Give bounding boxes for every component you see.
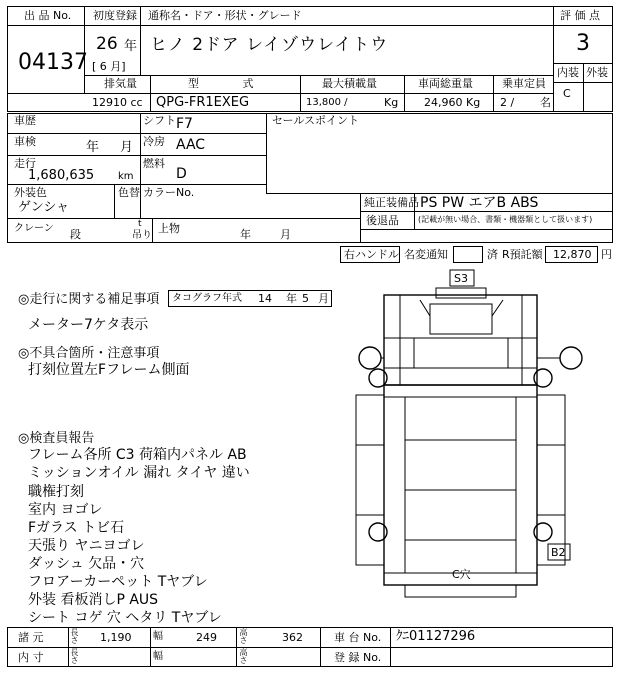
first-reg-month: [ 6 月]: [92, 60, 126, 73]
chassis-value: ｸﾆ01127296: [396, 629, 476, 644]
first-reg-year-unit: 年: [124, 39, 138, 54]
cab-roof: [436, 288, 486, 298]
deposit-label: R預託額: [502, 248, 543, 261]
after-label: 後退品: [366, 214, 399, 227]
length-label: 長さ: [70, 628, 79, 644]
crane-lift-top: t: [138, 219, 142, 229]
inspector-line: ミッションオイル 漏れ タイヤ 違い: [28, 465, 250, 481]
inspector-line: 外装 看板消しP AUS: [28, 592, 159, 608]
capacity-value: 2 /: [500, 96, 515, 109]
inspector-title: ◎検査員報告: [18, 431, 95, 446]
windshield: [430, 304, 492, 334]
exterior-label: 外装: [586, 66, 608, 79]
reg-label: 登 録 No.: [334, 651, 382, 664]
inspector-line: 室内 ヨゴレ: [28, 502, 103, 518]
grade-label: 評 価 点: [560, 9, 600, 22]
inspection-year: 年: [86, 140, 100, 155]
fuel-value: D: [176, 166, 187, 182]
model-desc-label: 通称名・ドア・形状・グレード: [148, 9, 302, 22]
color-no-label: カラーNo.: [143, 186, 195, 199]
inspector-line: 天張り ヤニヨゴレ: [28, 538, 145, 554]
mileage-label: 走行: [14, 157, 36, 170]
mileage-value: 1,680,635: [28, 168, 95, 183]
car-name: ヒノ 2ドア レイゾウレイトウ: [150, 35, 389, 55]
max-load-label: 最大積載量: [322, 77, 377, 90]
after-note: (記載が無い場合、書類・機器類として扱います): [418, 215, 593, 224]
mileage-unit: km: [118, 171, 134, 182]
damage-mark-label: B2: [551, 546, 566, 559]
wheel-icon: [534, 523, 552, 541]
ext-color-label: 外装色: [14, 186, 47, 199]
capacity-label: 乗車定員: [502, 77, 546, 90]
right-handle: 右ハンドル: [344, 248, 399, 261]
tacho-year: 14: [258, 292, 272, 305]
defects-line: 打刻位置左Fフレーム側面: [28, 362, 190, 378]
tacho-year-unit: 年: [286, 292, 297, 305]
mark-box: [548, 544, 570, 560]
interior-label: 内装: [557, 66, 579, 79]
lot-label: 出 品 No.: [24, 9, 72, 22]
aircon-value: AAC: [176, 137, 206, 153]
name-change-label: 名変通知: [404, 248, 448, 261]
interior-grade: C: [563, 87, 571, 100]
driving-notes-title: ◎走行に関する補足事項: [18, 292, 160, 307]
deposit-unit: 円: [601, 248, 612, 261]
width-value: 249: [196, 631, 217, 644]
cab-front: [414, 338, 508, 368]
inspector-line: ダッシュ 欠品・穴: [28, 556, 145, 572]
max-load-value: 13,800 /: [306, 97, 348, 108]
name-change-box: [453, 246, 483, 263]
inspector-line: シート コゲ 穴 ヘタリ Tヤブレ: [28, 610, 222, 626]
body-year: 年: [240, 228, 251, 241]
gross-weight-value: 24,960 Kg: [424, 96, 481, 109]
height-label: 高さ: [239, 628, 248, 644]
ext-color-value: ゲンシャ: [18, 200, 70, 215]
damage-mark-label: S3: [454, 272, 468, 285]
tacho-label: タコグラフ年式: [172, 293, 242, 304]
sales-point-label: セールスポイント: [272, 114, 360, 127]
inner-dims-label: 内 寸: [18, 651, 44, 664]
displacement-value: 12910 cc: [92, 96, 143, 109]
aircon-label: 冷房: [143, 135, 165, 148]
width-label: 幅: [153, 631, 163, 642]
displacement-label: 排気量: [104, 77, 137, 90]
mark-box: [450, 270, 474, 286]
deposit-value: 12,870: [553, 248, 592, 261]
defects-title: ◎不具合箇所・注意事項: [18, 346, 160, 361]
cargo-body-outline: [384, 385, 537, 585]
inspector-line: フレーム各所 C3 荷箱内パネル AB: [28, 447, 247, 463]
wheel-icon: [369, 523, 387, 541]
crane-lift: 吊り: [132, 230, 152, 241]
model-code-value: QPG-FR1EXEG: [156, 95, 250, 110]
grade-value: 3: [576, 31, 590, 56]
deposit-prefix: 済: [487, 248, 498, 261]
inspection-label: 車検: [14, 135, 36, 148]
right-side-panel: [537, 395, 565, 565]
body-month: 月: [280, 228, 291, 241]
height-value: 362: [282, 631, 303, 644]
tacho-month: 5: [302, 292, 309, 305]
lot-number: 04137: [18, 50, 88, 75]
driving-note-line: メーター7ケタ表示: [28, 317, 149, 333]
inner-height-label: 高さ: [239, 648, 248, 664]
dims-label: 諸 元: [18, 631, 44, 644]
history-label: 車歴: [14, 114, 36, 127]
std-equipment-label: 純正装備品: [364, 196, 419, 209]
gross-weight-label: 車両総重量: [418, 77, 473, 90]
damage-mark-label: C穴: [452, 568, 471, 581]
inspection-month: 月: [120, 140, 134, 155]
rear-bumper: [405, 585, 516, 597]
wheel-icon: [534, 369, 552, 387]
tacho-month-unit: 月: [318, 292, 329, 305]
wheel-icon: [369, 369, 387, 387]
first-reg-year: 26: [96, 34, 118, 54]
inner-length-label: 長さ: [70, 648, 79, 664]
fuel-label: 燃料: [143, 157, 165, 170]
color-change-label: 色替: [118, 186, 140, 199]
inspector-line: Fガラス トビ石: [28, 520, 125, 536]
body-label: 上物: [158, 222, 180, 235]
crane-label: クレーン: [14, 223, 54, 234]
chassis-label: 車 台 No.: [334, 631, 382, 644]
inspector-line: フロアーカーペット Tヤブレ: [28, 574, 208, 590]
shift-value: F7: [176, 116, 193, 132]
first-reg-label: 初度登録: [93, 9, 137, 22]
crane-step: 段: [70, 228, 81, 241]
length-value: 1,190: [100, 631, 132, 644]
inner-width-label: 幅: [153, 651, 163, 662]
left-side-panel: [356, 395, 384, 565]
inspector-line: 職権打刻: [28, 484, 84, 500]
right-mirror-icon: [560, 347, 582, 369]
capacity-unit: 名: [540, 96, 551, 109]
std-equipment-value: PS PW エアB ABS: [420, 195, 539, 211]
left-mirror-icon: [359, 347, 381, 369]
shift-label: シフト: [143, 114, 176, 127]
cab-outline: [384, 295, 537, 385]
model-code-label: 型 式: [188, 77, 274, 90]
max-load-unit: Kg: [384, 96, 399, 109]
